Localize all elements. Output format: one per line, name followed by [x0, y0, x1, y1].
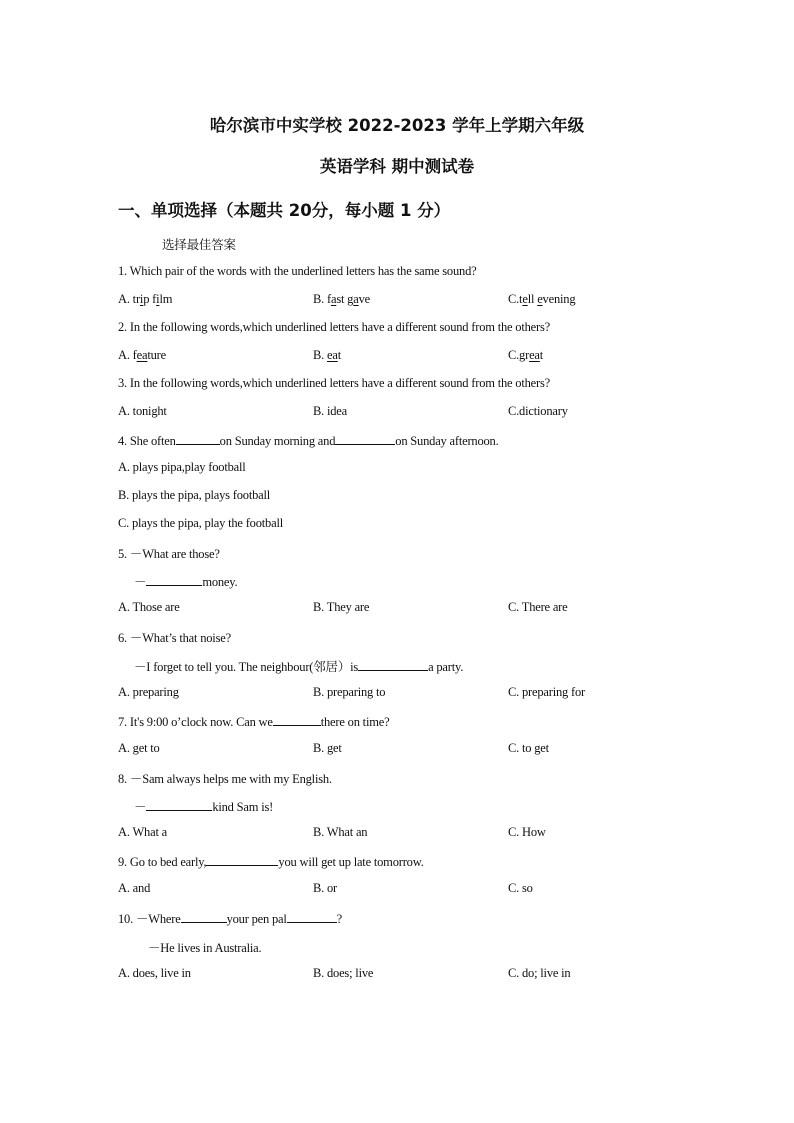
question-6-option-a: A. preparing: [118, 685, 179, 699]
question-10-option-c: C. do; live in: [508, 966, 571, 980]
question-9-option-a: A. and: [118, 881, 151, 895]
question-10-reply: －He lives in Australia.: [148, 941, 262, 955]
question-8-option-a: A. What a: [118, 825, 167, 839]
question-9-option-b: B. or: [313, 881, 338, 895]
page-title: 哈尔滨市中实学校 2022-2023 学年上学期六年级: [209, 116, 585, 135]
question-3-stem: 3. In the following words,which underlined letters have a different sound from the others?: [118, 376, 550, 390]
question-10-option-b: B. does; live: [313, 966, 374, 980]
question-4-stem: 4. She often on Sunday morning and on Sunday afternoon.: [118, 434, 499, 448]
question-5-option-b: B. They are: [313, 600, 370, 614]
question-3-option-a: A. tonight: [118, 404, 167, 418]
question-5-stem: 5. －What are those?: [118, 547, 220, 561]
question-4-option-a: A. plays pipa,play football: [118, 460, 246, 474]
question-10-option-a: A. does, live in: [118, 966, 191, 980]
question-6-option-c: C. preparing for: [508, 685, 585, 699]
answer-blank: [146, 573, 202, 586]
question-1-option-b: B. fast gave: [313, 292, 370, 306]
question-2-stem: 2. In the following words,which underlined letters have a different sound from the others?: [118, 320, 550, 334]
question-7-option-c: C. to get: [508, 741, 549, 755]
question-7-stem: 7. It's 9:00 o’clock now. Can we there on time?: [118, 715, 390, 729]
answer-blank: [335, 432, 395, 445]
question-5-option-a: A. Those are: [118, 600, 180, 614]
question-4-option-b: B. plays the pipa, plays football: [118, 488, 271, 502]
page-subtitle: 英语学科 期中测试卷: [319, 157, 475, 176]
question-1-option-a: A. trip film: [118, 292, 173, 306]
question-6-option-b: B. preparing to: [313, 685, 386, 699]
answer-blank: [146, 798, 212, 811]
question-1-option-c: C.tell evening: [508, 292, 576, 306]
answer-blank: [358, 658, 428, 671]
question-6-reply: －I forget to tell you. The neighbour(邻居）is a party.: [134, 660, 464, 674]
question-5-option-c: C. There are: [508, 600, 568, 614]
question-1-stem: 1. Which pair of the words with the underlined letters has the same sound?: [118, 264, 477, 278]
answer-blank: [206, 853, 278, 866]
section-heading: 一、单项选择（本题共 20分，每小题 1 分）: [118, 201, 451, 220]
question-7-option-a: A. get to: [118, 741, 160, 755]
section-instruction: 选择最佳答案: [162, 237, 236, 252]
question-2-option-c: C.great: [508, 348, 544, 362]
question-9-stem: 9. Go to bed early, you will get up late tomorrow.: [118, 855, 424, 869]
question-3-option-c: C.dictionary: [508, 404, 568, 418]
question-8-option-c: C. How: [508, 825, 546, 839]
question-7-option-b: B. get: [313, 741, 342, 755]
question-4-option-c: C. plays the pipa, play the football: [118, 516, 283, 530]
answer-blank: [273, 713, 321, 726]
question-9-option-c: C. so: [508, 881, 533, 895]
question-6-stem: 6. －What’s that noise?: [118, 631, 231, 645]
answer-blank: [176, 432, 220, 445]
question-8-reply: － kind Sam is!: [134, 800, 274, 814]
question-8-option-b: B. What an: [313, 825, 368, 839]
question-2-option-a: A. feature: [118, 348, 166, 362]
question-5-reply: － money.: [134, 575, 238, 589]
question-2-option-b: B. eat: [313, 348, 341, 362]
question-3-option-b: B. idea: [313, 404, 348, 418]
answer-blank: [181, 910, 227, 923]
question-8-stem: 8. －Sam always helps me with my English.: [118, 772, 332, 786]
answer-blank: [287, 910, 337, 923]
question-10-stem: 10. －Where your pen pal ?: [118, 912, 343, 926]
